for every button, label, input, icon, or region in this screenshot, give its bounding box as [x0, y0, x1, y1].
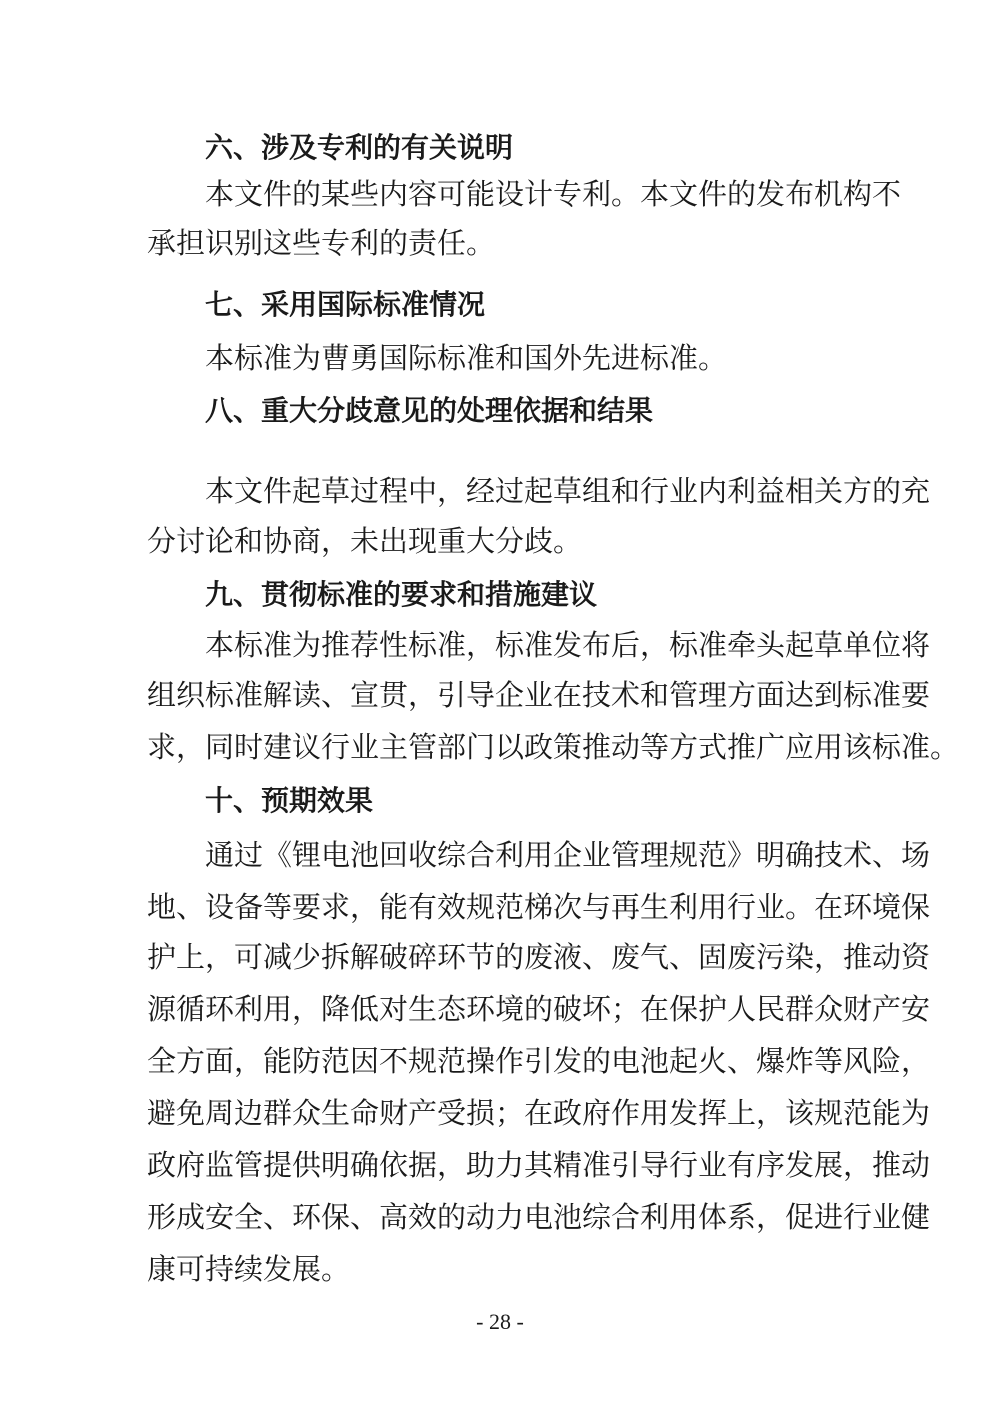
paragraph-line: 组织标准解读、宣贯，引导企业在技术和管理方面达到标准要	[147, 678, 931, 712]
section-heading-7: 七、采用国际标准情况	[205, 288, 486, 321]
paragraph-line: 本文件起草过程中，经过起草组和行业内利益相关方的充	[205, 474, 931, 508]
paragraph-line: 本标准为推荐性标准，标准发布后，标准牵头起草单位将	[205, 628, 931, 662]
paragraph-line: 避免周边群众生命财产受损；在政府作用发挥上，该规范能为	[147, 1096, 931, 1130]
paragraph-line: 本标准为曹勇国际标准和国外先进标准。	[205, 341, 728, 375]
paragraph-line: 分讨论和协商，未出现重大分歧。	[147, 524, 583, 558]
paragraph-line: 源循环利用，降低对生态环境的破坏；在保护人民群众财产安	[147, 992, 931, 1026]
paragraph-line: 政府监管提供明确依据，助力其精准引导行业有序发展，推动	[147, 1148, 931, 1182]
paragraph-line: 护上，可减少拆解破碎环节的废液、废气、固废污染，推动资	[147, 940, 931, 974]
section-heading-8: 八、重大分歧意见的处理依据和结果	[205, 394, 654, 427]
paragraph-line: 地、设备等要求，能有效规范梯次与再生利用行业。在环境保	[147, 890, 931, 924]
paragraph-line: 求，同时建议行业主管部门以政策推动等方式推广应用该标准。	[147, 730, 960, 764]
section-heading-9: 九、贯彻标准的要求和措施建议	[205, 578, 598, 611]
page-number: - 28 -	[476, 1309, 524, 1334]
paragraph-line: 全方面，能防范因不规范操作引发的电池起火、爆炸等风险，	[147, 1044, 931, 1078]
paragraph-line: 本文件的某些内容可能设计专利。本文件的发布机构不	[205, 177, 902, 211]
paragraph-line: 通过《锂电池回收综合利用企业管理规范》明确技术、场	[205, 838, 931, 872]
section-heading-6: 六、涉及专利的有关说明	[205, 131, 514, 164]
section-heading-10: 十、预期效果	[205, 784, 374, 817]
paragraph-line: 康可持续发展。	[147, 1252, 351, 1286]
paragraph-line: 形成安全、环保、高效的动力电池综合利用体系，促进行业健	[147, 1200, 931, 1234]
paragraph-line: 承担识别这些专利的责任。	[147, 226, 496, 260]
